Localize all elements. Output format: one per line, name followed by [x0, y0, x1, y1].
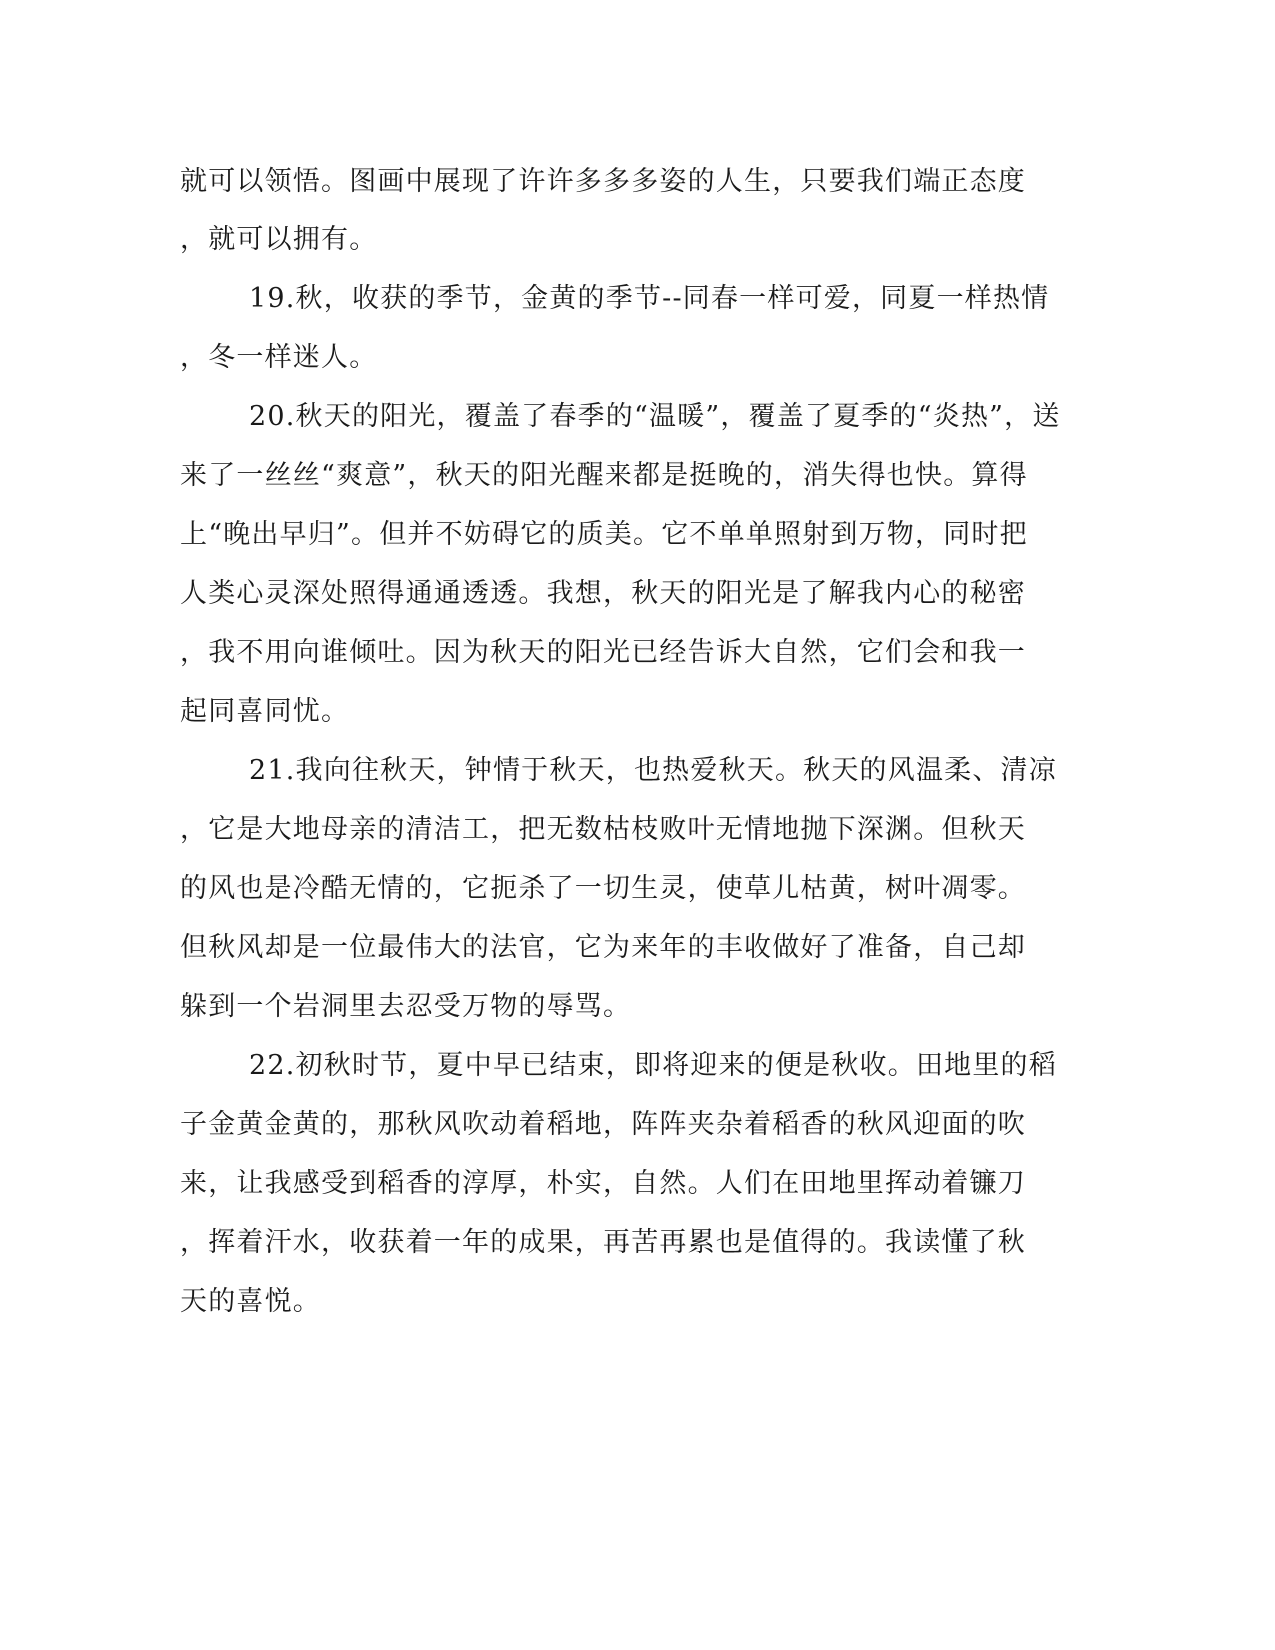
text-line: 躲到一个岩洞里去忍受万物的辱骂。	[180, 991, 632, 1022]
text-line: 上“晚出早归”。但并不妨碍它的质美。它不单单照射到万物，同时把	[180, 519, 1028, 550]
text-line: 来了一丝丝“爽意”，秋天的阳光醒来都是挺晚的，消失得也快。算得	[180, 460, 1028, 491]
text-line: 20.秋天的阳光，覆盖了春季的“温暖”，覆盖了夏季的“炎热”，送	[249, 401, 1061, 432]
text-line: ，挥着汗水，收获着一年的成果，再苦再累也是值得的。我读懂了秋	[180, 1227, 1026, 1258]
text-line: ，就可以拥有。	[180, 224, 378, 255]
text-line: 19.秋，收获的季节，金黄的季节--同春一样可爱，同夏一样热情	[249, 283, 1050, 314]
text-line: 21.我向往秋天，钟情于秋天，也热爱秋天。秋天的风温柔、清凉	[249, 755, 1057, 786]
text-line: 子金黄金黄的，那秋风吹动着稻地，阵阵夹杂着稻香的秋风迎面的吹	[180, 1109, 1026, 1140]
text-line: 起同喜同忧。	[180, 696, 350, 727]
text-line: 人类心灵深处照得通通透透。我想，秋天的阳光是了解我内心的秘密	[180, 578, 1026, 609]
text-line: 的风也是冷酷无情的，它扼杀了一切生灵，使草儿枯黄，树叶凋零。	[180, 873, 1026, 904]
text-line: 天的喜悦。	[180, 1286, 321, 1317]
text-line: ，它是大地母亲的清洁工，把无数枯枝败叶无情地抛下深渊。但秋天	[180, 814, 1026, 845]
text-line: ，冬一样迷人。	[180, 342, 378, 373]
text-line: ，我不用向谁倾吐。因为秋天的阳光已经告诉大自然，它们会和我一	[180, 637, 1026, 668]
text-line: 就可以领悟。图画中展现了许许多多多姿的人生，只要我们端正态度	[180, 166, 1026, 197]
text-line: 但秋风却是一位最伟大的法官，它为来年的丰收做好了准备，自己却	[180, 932, 1026, 963]
text-line: 来，让我感受到稻香的淳厚，朴实，自然。人们在田地里挥动着镰刀	[180, 1168, 1026, 1199]
text-line: 22.初秋时节，夏中早已结束，即将迎来的便是秋收。田地里的稻	[249, 1050, 1057, 1081]
